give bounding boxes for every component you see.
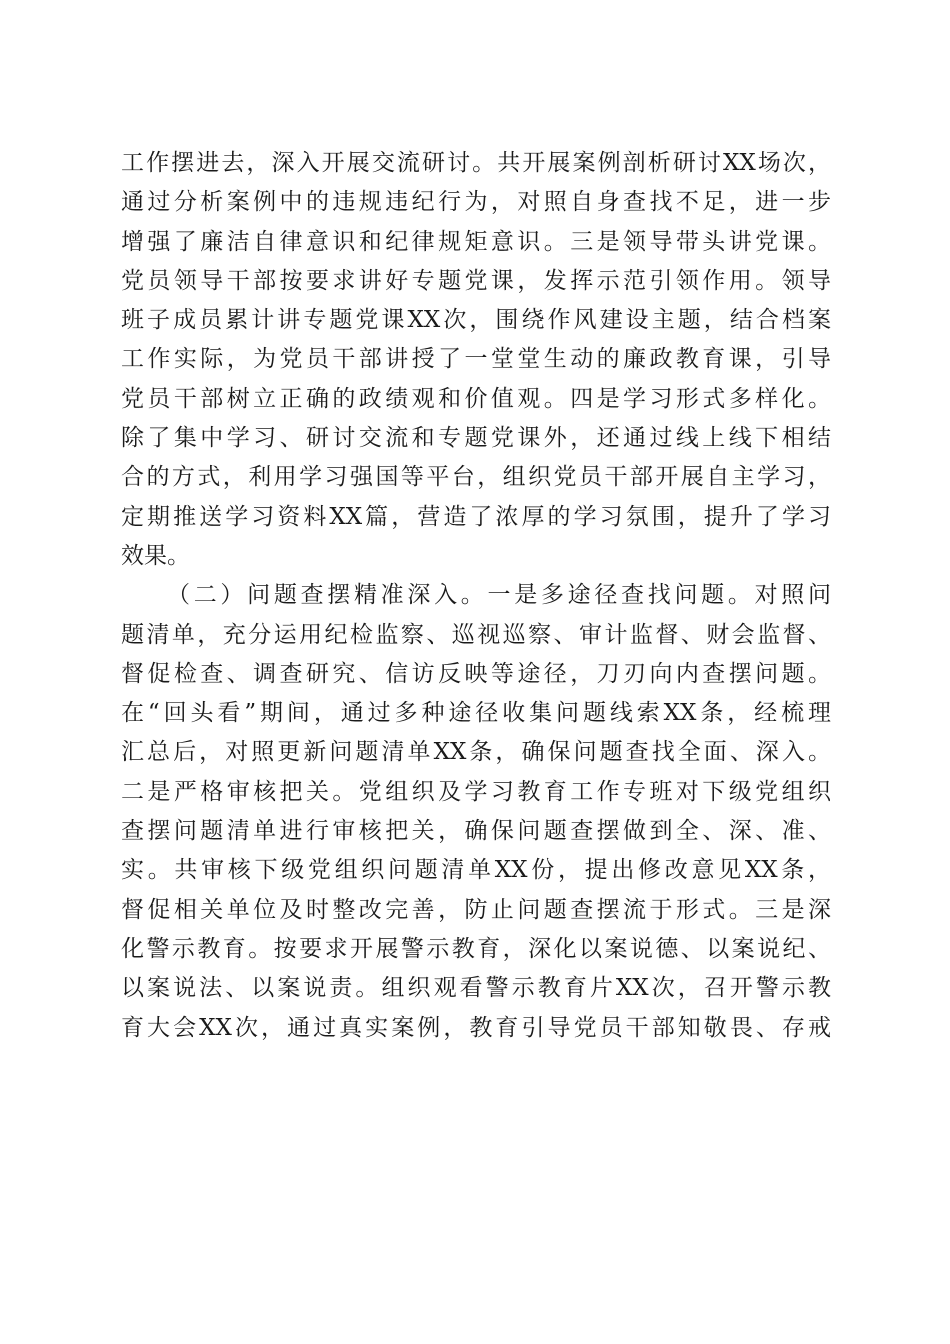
text-line: 工作摆进去，深入开展交流研讨。共开展案例剖析研讨XX场次， [121,150,831,176]
text-line: 党员领导干部按要求讲好专题党课，发挥示范引领作用。领导 [121,267,831,294]
text-line: 题清单，充分运用纪检监察、巡视巡察、审计监督、财会监督、 [121,621,831,648]
text-line: 定期推送学习资料XX篇，营造了浓厚的学习氛围，提升了学习 [121,503,831,530]
body-text [121,144,831,1048]
text-line: 在“回头看”期间，通过多种途径收集问题线索XX条，经梳理 [121,700,831,727]
text-line: 班子成员累计讲专题党课XX次，围绕作风建设主题，结合档案 [121,307,831,334]
text-line: 督促检查、调查研究、信访反映等途径，刀刃向内查摆问题。 [121,660,831,687]
text-line: 查摆问题清单进行审核把关，确保问题查摆做到全、深、准、 [121,818,831,845]
text-line: 化警示教育。按要求开展警示教育，深化以案说德、以案说纪、 [121,935,831,962]
text-line: 合的方式，利用学习强国等平台，组织党员干部开展自主学习， [121,464,831,491]
text-line: 实。共审核下级党组织问题清单XX份，提出修改意见XX条， [121,857,831,884]
text-line: 督促相关单位及时整改完善，防止问题查摆流于形式。三是深 [121,896,831,923]
section-heading-line: （二）问题查摆精准深入。一是多途径查找问题。对照问 [167,582,831,609]
text-line: 效果。 [121,542,190,569]
text-line: 二是严格审核把关。党组织及学习教育工作专班对下级党组织 [121,778,831,805]
text-line: 党员干部树立正确的政绩观和价值观。四是学习形式多样化。 [121,385,831,412]
text-line: 除了集中学习、研讨交流和专题党课外，还通过线上线下相结 [121,425,831,452]
text-line: 通过分析案例中的违规违纪行为，对照自身查找不足，进一步 [121,189,831,216]
text-line: 育大会XX次，通过真实案例，教育引导党员干部知敬畏、存戒 [121,1014,831,1041]
text-line: 增强了廉洁自律意识和纪律规矩意识。三是领导带头讲党课。 [121,228,831,255]
text-line: 以案说法、以案说责。组织观看警示教育片XX次，召开警示教 [121,975,831,1002]
text-line: 工作实际，为党员干部讲授了一堂堂生动的廉政教育课，引导 [121,346,831,373]
text-line: 汇总后，对照更新问题清单XX条，确保问题查找全面、深入。 [121,739,831,766]
